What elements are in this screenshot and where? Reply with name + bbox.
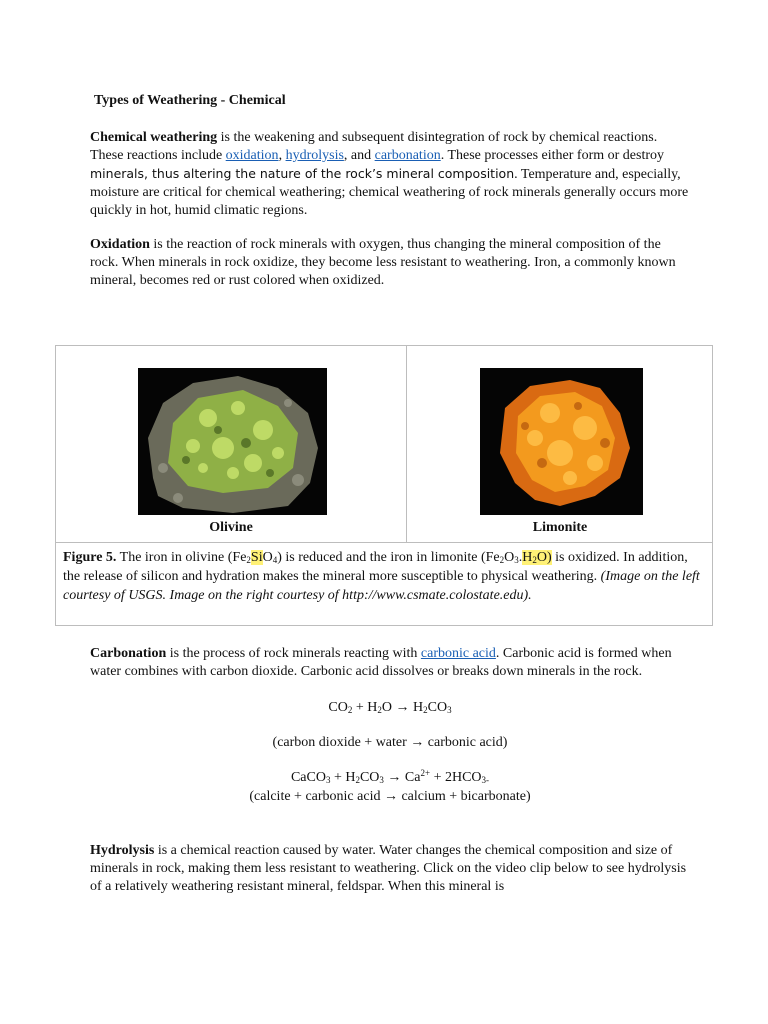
eq-part: CO xyxy=(328,700,348,715)
carbonation-term: Carbonation xyxy=(90,646,167,661)
eq-part: + H xyxy=(330,770,356,785)
equation-calcite xyxy=(90,770,690,786)
eq-part: → Ca xyxy=(383,770,421,785)
hydrolysis-text: is a chemical reaction caused by water. Water changes the chemical composition and size of minerals in rock, making them less resistant to weathering. Click on the video clip below to see hydrolysis of a relatively weathering resistant mineral, feldspar. When this mineral is xyxy=(90,843,687,894)
eq-part: + H xyxy=(352,700,378,715)
eq-part: + 2HCO xyxy=(430,770,482,785)
olivine-label: Olivine xyxy=(209,520,253,535)
carbonation-text-1: is the process of rock minerals reacting with xyxy=(166,646,421,661)
subscript: - xyxy=(486,775,490,785)
subscript: 3 xyxy=(447,705,452,715)
figure-caption xyxy=(63,548,703,605)
carbonic-acid-link[interactable]: carbonic acid xyxy=(420,646,496,661)
subscript: 3 xyxy=(481,775,487,785)
subscript: 3 xyxy=(379,775,384,785)
eq-part: O → H xyxy=(381,700,424,715)
eq-part: CaCO xyxy=(290,770,326,785)
subscript: 4 xyxy=(272,555,278,565)
oxidation-term: Oxidation xyxy=(90,237,150,252)
sep-2: , and xyxy=(343,148,375,163)
caption-part: is oxidized. In addition, the release of silicon and hydration makes the mineral more susceptible to physical weathering. xyxy=(63,550,688,584)
eq-part: CO xyxy=(359,770,380,785)
subscript: 2 xyxy=(532,555,537,565)
hydrolysis-term: Hydrolysis xyxy=(90,843,155,858)
equation-carbonic-acid-words: (carbon dioxide + water → carbonic acid) xyxy=(272,735,508,750)
chemical-text-3: . Temperature and, especially, moisture are critical for chemical weathering; chemical weathering of rock minerals generally occurs more quickly in hot, humid climatic regions. xyxy=(90,167,689,218)
chemical-text-1: is the weakening and subsequent disintegration of rock by chemical reactions. These reactions include xyxy=(90,130,658,163)
chemical-text-2: . These processes either form or destroy xyxy=(440,148,665,163)
subscript: 2 xyxy=(499,555,505,565)
figure-number: Figure 5. xyxy=(63,550,117,565)
oxidation-text: is the reaction of rock minerals with oxygen, thus changing the mineral composition of the rock. When minerals in rock oxidize, they become less resistant to weathering. Iron, a commonly known mineral, becomes red or rust colored when oxidized. xyxy=(90,237,676,288)
caption-divider xyxy=(56,542,712,543)
carbonation-paragraph xyxy=(90,645,690,681)
caption-part: O xyxy=(262,550,273,565)
highlight-water xyxy=(522,550,551,565)
caption-part: The iron in olivine (Fe xyxy=(116,550,247,565)
subscript: 3 xyxy=(514,555,519,565)
caption-part: H xyxy=(522,550,533,565)
highlight-si: Si xyxy=(250,550,263,565)
chemical-sans-text: minerals, thus altering the nature of the rock’s mineral composition xyxy=(90,166,515,181)
chemical-weathering-paragraph xyxy=(90,129,690,220)
hydrolysis-link[interactable]: hydrolysis xyxy=(285,148,344,163)
sep-1: , xyxy=(278,148,286,163)
chemical-weathering-term: Chemical weathering xyxy=(90,130,218,145)
caption-part: O xyxy=(504,550,515,565)
page-title: Types of Weathering - Chemical xyxy=(94,93,286,108)
subscript: 2 xyxy=(347,705,353,715)
subscript: 2 xyxy=(377,705,382,715)
caption-part: . xyxy=(518,550,523,565)
caption-part: ) is reduced and the iron in limonite (Fe xyxy=(277,550,500,565)
superscript: 2+ xyxy=(420,768,431,778)
subscript: 2 xyxy=(246,555,251,565)
carbonation-link[interactable]: carbonation xyxy=(374,148,441,163)
subscript: 3 xyxy=(325,775,331,785)
eq-part: CO xyxy=(427,700,448,715)
caption-part: O) xyxy=(536,550,552,565)
olivine-image xyxy=(138,368,327,515)
hydrolysis-paragraph xyxy=(90,842,690,896)
oxidation-paragraph xyxy=(90,236,690,290)
limonite-label: Limonite xyxy=(532,520,588,535)
image-credit: (Image on the left courtesy of USGS. Image on the right courtesy of http://www.csmate.colostate.edu). xyxy=(63,569,700,603)
carbonation-text-2: . Carbonic acid is formed when water combines with carbon dioxide. Carbonic acid dissolves or breaks down minerals in the rock. xyxy=(90,646,672,679)
limonite-image xyxy=(480,368,643,515)
figure-divider xyxy=(406,346,407,542)
subscript: 2 xyxy=(355,775,360,785)
equation-carbonic-acid xyxy=(90,700,690,716)
equation-calcite-words: (calcite + carbonic acid → calcium + bicarbonate) xyxy=(249,789,531,804)
figure-table xyxy=(55,345,713,626)
oxidation-link[interactable]: oxidation xyxy=(225,148,279,163)
subscript: 2 xyxy=(423,705,428,715)
